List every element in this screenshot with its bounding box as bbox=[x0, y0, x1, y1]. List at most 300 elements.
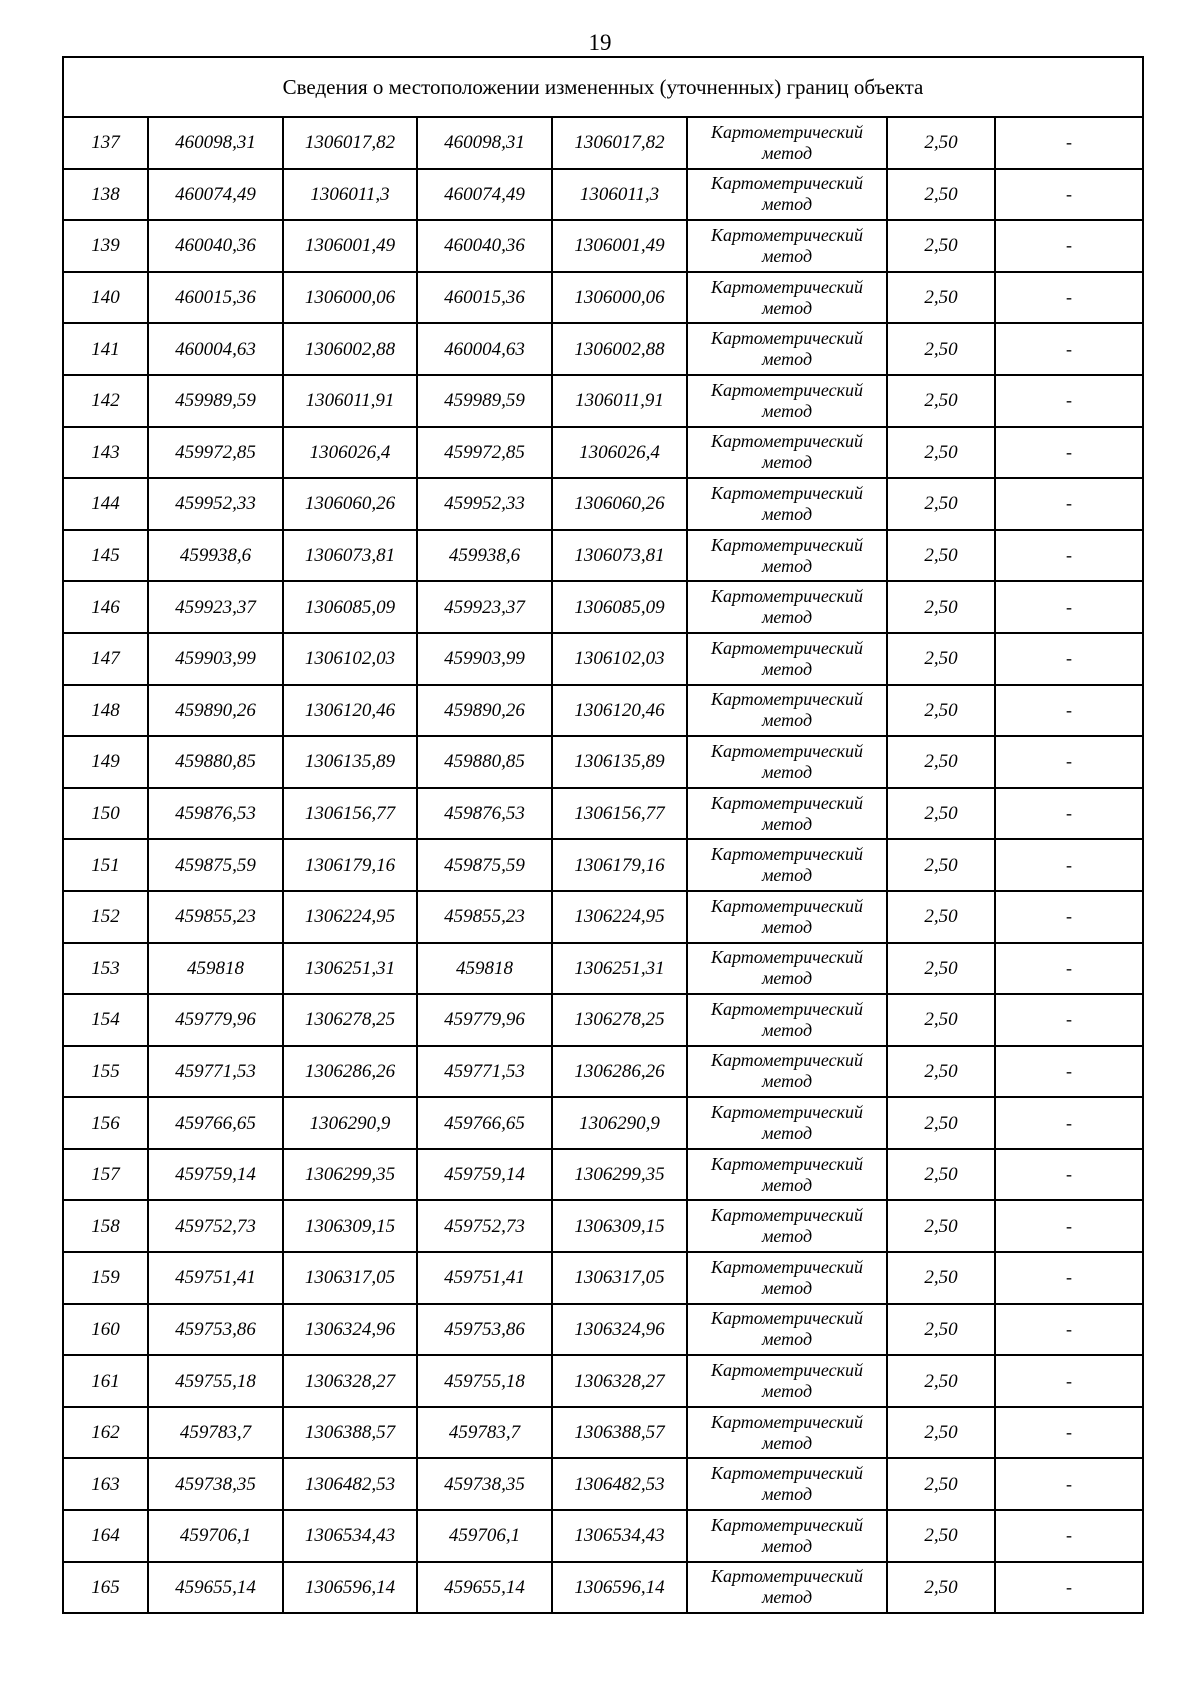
note-cell: - bbox=[995, 375, 1143, 427]
existing-x-cell: 459952,33 bbox=[148, 478, 283, 530]
table-row bbox=[63, 1458, 1143, 1510]
note-cell: - bbox=[995, 633, 1143, 685]
existing-y-cell: 1306026,4 bbox=[283, 427, 417, 479]
existing-x-cell: 459855,23 bbox=[148, 891, 283, 943]
point-number-cell: 146 bbox=[63, 581, 148, 633]
refined-x-cell: 459989,59 bbox=[417, 375, 552, 427]
method-line-2: метод bbox=[761, 1123, 813, 1144]
method-cell bbox=[687, 891, 887, 943]
refined-y-cell: 1306120,46 bbox=[552, 685, 687, 737]
point-number-cell: 160 bbox=[63, 1304, 148, 1356]
refined-y-cell: 1306224,95 bbox=[552, 891, 687, 943]
existing-x-cell: 460015,36 bbox=[148, 272, 283, 324]
method-cell bbox=[687, 323, 887, 375]
refined-y-cell: 1306156,77 bbox=[552, 788, 687, 840]
refined-x-cell: 459779,96 bbox=[417, 994, 552, 1046]
method-line-2: метод bbox=[761, 916, 813, 937]
existing-y-cell: 1306017,82 bbox=[283, 117, 417, 169]
existing-y-cell: 1306278,25 bbox=[283, 994, 417, 1046]
method-cell bbox=[687, 943, 887, 995]
point-number-cell: 143 bbox=[63, 427, 148, 479]
existing-x-cell: 459875,59 bbox=[148, 839, 283, 891]
refined-y-cell: 1306017,82 bbox=[552, 117, 687, 169]
existing-y-cell: 1306324,96 bbox=[283, 1304, 417, 1356]
refined-x-cell: 460004,63 bbox=[417, 323, 552, 375]
method-line-1: Картометрический bbox=[710, 173, 863, 194]
method-line-2: метод bbox=[761, 968, 813, 989]
method-cell bbox=[687, 1458, 887, 1510]
point-number-cell: 158 bbox=[63, 1200, 148, 1252]
note-cell: - bbox=[995, 788, 1143, 840]
existing-x-cell: 459989,59 bbox=[148, 375, 283, 427]
existing-y-cell: 1306251,31 bbox=[283, 943, 417, 995]
accuracy-cell: 2,50 bbox=[887, 788, 995, 840]
point-number-cell: 159 bbox=[63, 1252, 148, 1304]
method-line-1: Картометрический bbox=[710, 121, 863, 142]
method-line-1: Картометрический bbox=[710, 740, 863, 761]
method-line-1: Картометрический bbox=[710, 224, 863, 245]
point-number-cell: 147 bbox=[63, 633, 148, 685]
page-number: 19 bbox=[588, 30, 612, 55]
refined-x-cell: 459938,6 bbox=[417, 530, 552, 582]
table-row bbox=[63, 581, 1143, 633]
refined-y-cell: 1306011,91 bbox=[552, 375, 687, 427]
point-number-cell: 154 bbox=[63, 994, 148, 1046]
refined-x-cell: 459890,26 bbox=[417, 685, 552, 737]
existing-x-cell: 459738,35 bbox=[148, 1458, 283, 1510]
refined-y-cell: 1306011,3 bbox=[552, 169, 687, 221]
existing-x-cell: 459771,53 bbox=[148, 1046, 283, 1098]
existing-x-cell: 459779,96 bbox=[148, 994, 283, 1046]
method-line-2: метод bbox=[761, 503, 813, 524]
note-cell: - bbox=[995, 1149, 1143, 1201]
method-cell bbox=[687, 788, 887, 840]
method-cell bbox=[687, 685, 887, 737]
existing-y-cell: 1306001,49 bbox=[283, 220, 417, 272]
table-row bbox=[63, 1046, 1143, 1098]
method-line-1: Картометрический bbox=[710, 1050, 863, 1071]
method-line-1: Картометрический bbox=[710, 1411, 863, 1432]
table-row bbox=[63, 1097, 1143, 1149]
method-line-2: метод bbox=[761, 245, 813, 266]
existing-x-cell: 460004,63 bbox=[148, 323, 283, 375]
method-cell bbox=[687, 1355, 887, 1407]
method-line-2: метод bbox=[761, 1174, 813, 1195]
existing-x-cell: 459706,1 bbox=[148, 1510, 283, 1562]
point-number-cell: 148 bbox=[63, 685, 148, 737]
refined-x-cell: 460098,31 bbox=[417, 117, 552, 169]
accuracy-cell: 2,50 bbox=[887, 1252, 995, 1304]
point-number-cell: 142 bbox=[63, 375, 148, 427]
existing-x-cell: 459903,99 bbox=[148, 633, 283, 685]
note-cell: - bbox=[995, 1252, 1143, 1304]
existing-x-cell: 459923,37 bbox=[148, 581, 283, 633]
refined-y-cell: 1306135,89 bbox=[552, 736, 687, 788]
method-cell bbox=[687, 1046, 887, 1098]
existing-y-cell: 1306102,03 bbox=[283, 633, 417, 685]
existing-y-cell: 1306309,15 bbox=[283, 1200, 417, 1252]
method-line-1: Картометрический bbox=[710, 276, 863, 297]
method-cell bbox=[687, 1252, 887, 1304]
method-line-2: метод bbox=[761, 1019, 813, 1040]
point-number-cell: 145 bbox=[63, 530, 148, 582]
method-cell bbox=[687, 375, 887, 427]
note-cell: - bbox=[995, 1562, 1143, 1614]
refined-x-cell: 459855,23 bbox=[417, 891, 552, 943]
point-number-cell: 141 bbox=[63, 323, 148, 375]
refined-y-cell: 1306482,53 bbox=[552, 1458, 687, 1510]
method-line-1: Картометрический bbox=[710, 947, 863, 968]
existing-y-cell: 1306290,9 bbox=[283, 1097, 417, 1149]
accuracy-cell: 2,50 bbox=[887, 478, 995, 530]
method-line-2: метод bbox=[761, 194, 813, 215]
refined-y-cell: 1306388,57 bbox=[552, 1407, 687, 1459]
refined-x-cell: 459738,35 bbox=[417, 1458, 552, 1510]
accuracy-cell: 2,50 bbox=[887, 1355, 995, 1407]
refined-x-cell: 459706,1 bbox=[417, 1510, 552, 1562]
refined-x-cell: 459880,85 bbox=[417, 736, 552, 788]
method-cell bbox=[687, 1097, 887, 1149]
point-number-cell: 163 bbox=[63, 1458, 148, 1510]
refined-x-cell: 460040,36 bbox=[417, 220, 552, 272]
table-row bbox=[63, 1149, 1143, 1201]
refined-y-cell: 1306299,35 bbox=[552, 1149, 687, 1201]
method-line-2: метод bbox=[761, 297, 813, 318]
refined-y-cell: 1306317,05 bbox=[552, 1252, 687, 1304]
method-line-2: метод bbox=[761, 1329, 813, 1350]
existing-x-cell: 459890,26 bbox=[148, 685, 283, 737]
method-line-1: Картометрический bbox=[710, 482, 863, 503]
table-row bbox=[63, 530, 1143, 582]
table-row bbox=[63, 169, 1143, 221]
table-row bbox=[63, 788, 1143, 840]
method-cell bbox=[687, 478, 887, 530]
table-row bbox=[63, 839, 1143, 891]
existing-y-cell: 1306120,46 bbox=[283, 685, 417, 737]
method-line-2: метод bbox=[761, 1484, 813, 1505]
accuracy-cell: 2,50 bbox=[887, 1097, 995, 1149]
refined-x-cell: 460074,49 bbox=[417, 169, 552, 221]
method-line-1: Картометрический bbox=[710, 1256, 863, 1277]
accuracy-cell: 2,50 bbox=[887, 1200, 995, 1252]
point-number-cell: 140 bbox=[63, 272, 148, 324]
refined-y-cell: 1306251,31 bbox=[552, 943, 687, 995]
table-row bbox=[63, 375, 1143, 427]
method-cell bbox=[687, 1562, 887, 1614]
refined-y-cell: 1306328,27 bbox=[552, 1355, 687, 1407]
table-row bbox=[63, 943, 1143, 995]
accuracy-cell: 2,50 bbox=[887, 581, 995, 633]
note-cell: - bbox=[995, 1304, 1143, 1356]
note-cell: - bbox=[995, 169, 1143, 221]
method-cell bbox=[687, 427, 887, 479]
method-line-1: Картометрический bbox=[710, 1566, 863, 1587]
refined-x-cell: 459759,14 bbox=[417, 1149, 552, 1201]
table-row bbox=[63, 1510, 1143, 1562]
accuracy-cell: 2,50 bbox=[887, 530, 995, 582]
existing-y-cell: 1306060,26 bbox=[283, 478, 417, 530]
accuracy-cell: 2,50 bbox=[887, 272, 995, 324]
refined-y-cell: 1306001,49 bbox=[552, 220, 687, 272]
refined-x-cell: 459923,37 bbox=[417, 581, 552, 633]
method-cell bbox=[687, 633, 887, 685]
refined-x-cell: 459972,85 bbox=[417, 427, 552, 479]
existing-x-cell: 459759,14 bbox=[148, 1149, 283, 1201]
refined-x-cell: 459755,18 bbox=[417, 1355, 552, 1407]
method-cell bbox=[687, 1510, 887, 1562]
existing-x-cell: 460040,36 bbox=[148, 220, 283, 272]
refined-x-cell: 459903,99 bbox=[417, 633, 552, 685]
method-line-1: Картометрический bbox=[710, 1153, 863, 1174]
method-cell bbox=[687, 220, 887, 272]
accuracy-cell: 2,50 bbox=[887, 736, 995, 788]
table-row bbox=[63, 1407, 1143, 1459]
refined-y-cell: 1306000,06 bbox=[552, 272, 687, 324]
method-line-2: метод bbox=[761, 142, 813, 163]
refined-x-cell: 459783,7 bbox=[417, 1407, 552, 1459]
existing-x-cell: 459783,7 bbox=[148, 1407, 283, 1459]
accuracy-cell: 2,50 bbox=[887, 1304, 995, 1356]
note-cell: - bbox=[995, 1407, 1143, 1459]
method-cell bbox=[687, 1304, 887, 1356]
method-cell bbox=[687, 839, 887, 891]
table-row bbox=[63, 685, 1143, 737]
table-row bbox=[63, 1252, 1143, 1304]
accuracy-cell: 2,50 bbox=[887, 633, 995, 685]
accuracy-cell: 2,50 bbox=[887, 220, 995, 272]
refined-y-cell: 1306179,16 bbox=[552, 839, 687, 891]
table-row bbox=[63, 427, 1143, 479]
accuracy-cell: 2,50 bbox=[887, 891, 995, 943]
existing-x-cell: 459880,85 bbox=[148, 736, 283, 788]
note-cell: - bbox=[995, 1046, 1143, 1098]
existing-x-cell: 459753,86 bbox=[148, 1304, 283, 1356]
method-line-2: метод bbox=[761, 607, 813, 628]
point-number-cell: 144 bbox=[63, 478, 148, 530]
method-cell bbox=[687, 1407, 887, 1459]
point-number-cell: 138 bbox=[63, 169, 148, 221]
method-line-2: метод bbox=[761, 1277, 813, 1298]
accuracy-cell: 2,50 bbox=[887, 1510, 995, 1562]
method-line-2: метод bbox=[761, 813, 813, 834]
existing-y-cell: 1306179,16 bbox=[283, 839, 417, 891]
point-number-cell: 155 bbox=[63, 1046, 148, 1098]
point-number-cell: 149 bbox=[63, 736, 148, 788]
point-number-cell: 164 bbox=[63, 1510, 148, 1562]
refined-x-cell: 459766,65 bbox=[417, 1097, 552, 1149]
note-cell: - bbox=[995, 530, 1143, 582]
note-cell: - bbox=[995, 1458, 1143, 1510]
refined-y-cell: 1306102,03 bbox=[552, 633, 687, 685]
method-line-1: Картометрический bbox=[710, 1205, 863, 1226]
note-cell: - bbox=[995, 1355, 1143, 1407]
accuracy-cell: 2,50 bbox=[887, 685, 995, 737]
note-cell: - bbox=[995, 994, 1143, 1046]
existing-x-cell: 460074,49 bbox=[148, 169, 283, 221]
existing-x-cell: 459751,41 bbox=[148, 1252, 283, 1304]
refined-x-cell: 459876,53 bbox=[417, 788, 552, 840]
method-line-1: Картометрический bbox=[710, 1102, 863, 1123]
existing-x-cell: 459655,14 bbox=[148, 1562, 283, 1614]
method-line-2: метод bbox=[761, 555, 813, 576]
refined-y-cell: 1306286,26 bbox=[552, 1046, 687, 1098]
refined-y-cell: 1306309,15 bbox=[552, 1200, 687, 1252]
note-cell: - bbox=[995, 685, 1143, 737]
boundary-table-container bbox=[62, 56, 1142, 1614]
refined-y-cell: 1306073,81 bbox=[552, 530, 687, 582]
accuracy-cell: 2,50 bbox=[887, 994, 995, 1046]
existing-y-cell: 1306317,05 bbox=[283, 1252, 417, 1304]
point-number-cell: 153 bbox=[63, 943, 148, 995]
note-cell: - bbox=[995, 478, 1143, 530]
existing-x-cell: 459755,18 bbox=[148, 1355, 283, 1407]
refined-x-cell: 459771,53 bbox=[417, 1046, 552, 1098]
accuracy-cell: 2,50 bbox=[887, 117, 995, 169]
method-line-1: Картометрический bbox=[710, 1463, 863, 1484]
method-line-2: метод bbox=[761, 400, 813, 421]
existing-y-cell: 1306073,81 bbox=[283, 530, 417, 582]
existing-y-cell: 1306011,3 bbox=[283, 169, 417, 221]
refined-y-cell: 1306002,88 bbox=[552, 323, 687, 375]
refined-y-cell: 1306534,43 bbox=[552, 1510, 687, 1562]
note-cell: - bbox=[995, 1510, 1143, 1562]
existing-x-cell: 459876,53 bbox=[148, 788, 283, 840]
accuracy-cell: 2,50 bbox=[887, 839, 995, 891]
method-line-1: Картометрический bbox=[710, 895, 863, 916]
accuracy-cell: 2,50 bbox=[887, 1562, 995, 1614]
accuracy-cell: 2,50 bbox=[887, 323, 995, 375]
refined-x-cell: 459655,14 bbox=[417, 1562, 552, 1614]
table-body bbox=[63, 117, 1143, 1613]
method-cell bbox=[687, 1149, 887, 1201]
existing-y-cell: 1306000,06 bbox=[283, 272, 417, 324]
method-cell bbox=[687, 169, 887, 221]
existing-x-cell: 459766,65 bbox=[148, 1097, 283, 1149]
method-line-1: Картометрический bbox=[710, 1308, 863, 1329]
point-number-cell: 156 bbox=[63, 1097, 148, 1149]
method-cell bbox=[687, 530, 887, 582]
existing-y-cell: 1306224,95 bbox=[283, 891, 417, 943]
method-line-1: Картометрический bbox=[710, 586, 863, 607]
table-row bbox=[63, 633, 1143, 685]
refined-y-cell: 1306085,09 bbox=[552, 581, 687, 633]
method-line-1: Картометрический bbox=[710, 328, 863, 349]
accuracy-cell: 2,50 bbox=[887, 1046, 995, 1098]
method-line-2: метод bbox=[761, 1381, 813, 1402]
refined-y-cell: 1306324,96 bbox=[552, 1304, 687, 1356]
table-row bbox=[63, 891, 1143, 943]
refined-y-cell: 1306060,26 bbox=[552, 478, 687, 530]
note-cell: - bbox=[995, 736, 1143, 788]
existing-y-cell: 1306328,27 bbox=[283, 1355, 417, 1407]
refined-x-cell: 459753,86 bbox=[417, 1304, 552, 1356]
existing-x-cell: 459972,85 bbox=[148, 427, 283, 479]
existing-y-cell: 1306596,14 bbox=[283, 1562, 417, 1614]
method-line-2: метод bbox=[761, 1587, 813, 1608]
method-cell bbox=[687, 1200, 887, 1252]
refined-y-cell: 1306278,25 bbox=[552, 994, 687, 1046]
existing-y-cell: 1306286,26 bbox=[283, 1046, 417, 1098]
table-row bbox=[63, 272, 1143, 324]
existing-y-cell: 1306156,77 bbox=[283, 788, 417, 840]
boundary-coordinates-table bbox=[62, 56, 1144, 1614]
method-line-2: метод bbox=[761, 1535, 813, 1556]
refined-x-cell: 459818 bbox=[417, 943, 552, 995]
note-cell: - bbox=[995, 117, 1143, 169]
method-line-2: метод bbox=[761, 761, 813, 782]
accuracy-cell: 2,50 bbox=[887, 427, 995, 479]
note-cell: - bbox=[995, 427, 1143, 479]
existing-x-cell: 459752,73 bbox=[148, 1200, 283, 1252]
method-line-1: Картометрический bbox=[710, 431, 863, 452]
note-cell: - bbox=[995, 839, 1143, 891]
note-cell: - bbox=[995, 891, 1143, 943]
point-number-cell: 161 bbox=[63, 1355, 148, 1407]
existing-y-cell: 1306002,88 bbox=[283, 323, 417, 375]
point-number-cell: 165 bbox=[63, 1562, 148, 1614]
point-number-cell: 162 bbox=[63, 1407, 148, 1459]
method-line-2: метод bbox=[761, 865, 813, 886]
existing-y-cell: 1306482,53 bbox=[283, 1458, 417, 1510]
existing-y-cell: 1306135,89 bbox=[283, 736, 417, 788]
method-line-2: метод bbox=[761, 452, 813, 473]
table-row bbox=[63, 478, 1143, 530]
refined-y-cell: 1306596,14 bbox=[552, 1562, 687, 1614]
refined-y-cell: 1306026,4 bbox=[552, 427, 687, 479]
accuracy-cell: 2,50 bbox=[887, 375, 995, 427]
point-number-cell: 139 bbox=[63, 220, 148, 272]
method-cell bbox=[687, 994, 887, 1046]
refined-x-cell: 460015,36 bbox=[417, 272, 552, 324]
table-row bbox=[63, 736, 1143, 788]
table-row bbox=[63, 1304, 1143, 1356]
method-cell bbox=[687, 272, 887, 324]
table-row bbox=[63, 994, 1143, 1046]
method-line-1: Картометрический bbox=[710, 792, 863, 813]
existing-y-cell: 1306299,35 bbox=[283, 1149, 417, 1201]
method-line-1: Картометрический bbox=[710, 534, 863, 555]
existing-y-cell: 1306011,91 bbox=[283, 375, 417, 427]
point-number-cell: 151 bbox=[63, 839, 148, 891]
method-line-1: Картометрический bbox=[710, 637, 863, 658]
existing-x-cell: 459818 bbox=[148, 943, 283, 995]
accuracy-cell: 2,50 bbox=[887, 943, 995, 995]
point-number-cell: 152 bbox=[63, 891, 148, 943]
method-cell bbox=[687, 581, 887, 633]
existing-x-cell: 459938,6 bbox=[148, 530, 283, 582]
refined-x-cell: 459875,59 bbox=[417, 839, 552, 891]
note-cell: - bbox=[995, 1200, 1143, 1252]
table-row bbox=[63, 220, 1143, 272]
accuracy-cell: 2,50 bbox=[887, 1407, 995, 1459]
method-line-2: метод bbox=[761, 1226, 813, 1247]
table-row bbox=[63, 1200, 1143, 1252]
accuracy-cell: 2,50 bbox=[887, 169, 995, 221]
existing-x-cell: 460098,31 bbox=[148, 117, 283, 169]
method-line-2: метод bbox=[761, 710, 813, 731]
note-cell: - bbox=[995, 581, 1143, 633]
note-cell: - bbox=[995, 323, 1143, 375]
refined-x-cell: 459752,73 bbox=[417, 1200, 552, 1252]
refined-y-cell: 1306290,9 bbox=[552, 1097, 687, 1149]
point-number-cell: 150 bbox=[63, 788, 148, 840]
method-line-2: метод bbox=[761, 658, 813, 679]
note-cell: - bbox=[995, 272, 1143, 324]
existing-y-cell: 1306085,09 bbox=[283, 581, 417, 633]
method-cell bbox=[687, 736, 887, 788]
table-row bbox=[63, 1562, 1143, 1614]
method-line-2: метод bbox=[761, 1432, 813, 1453]
